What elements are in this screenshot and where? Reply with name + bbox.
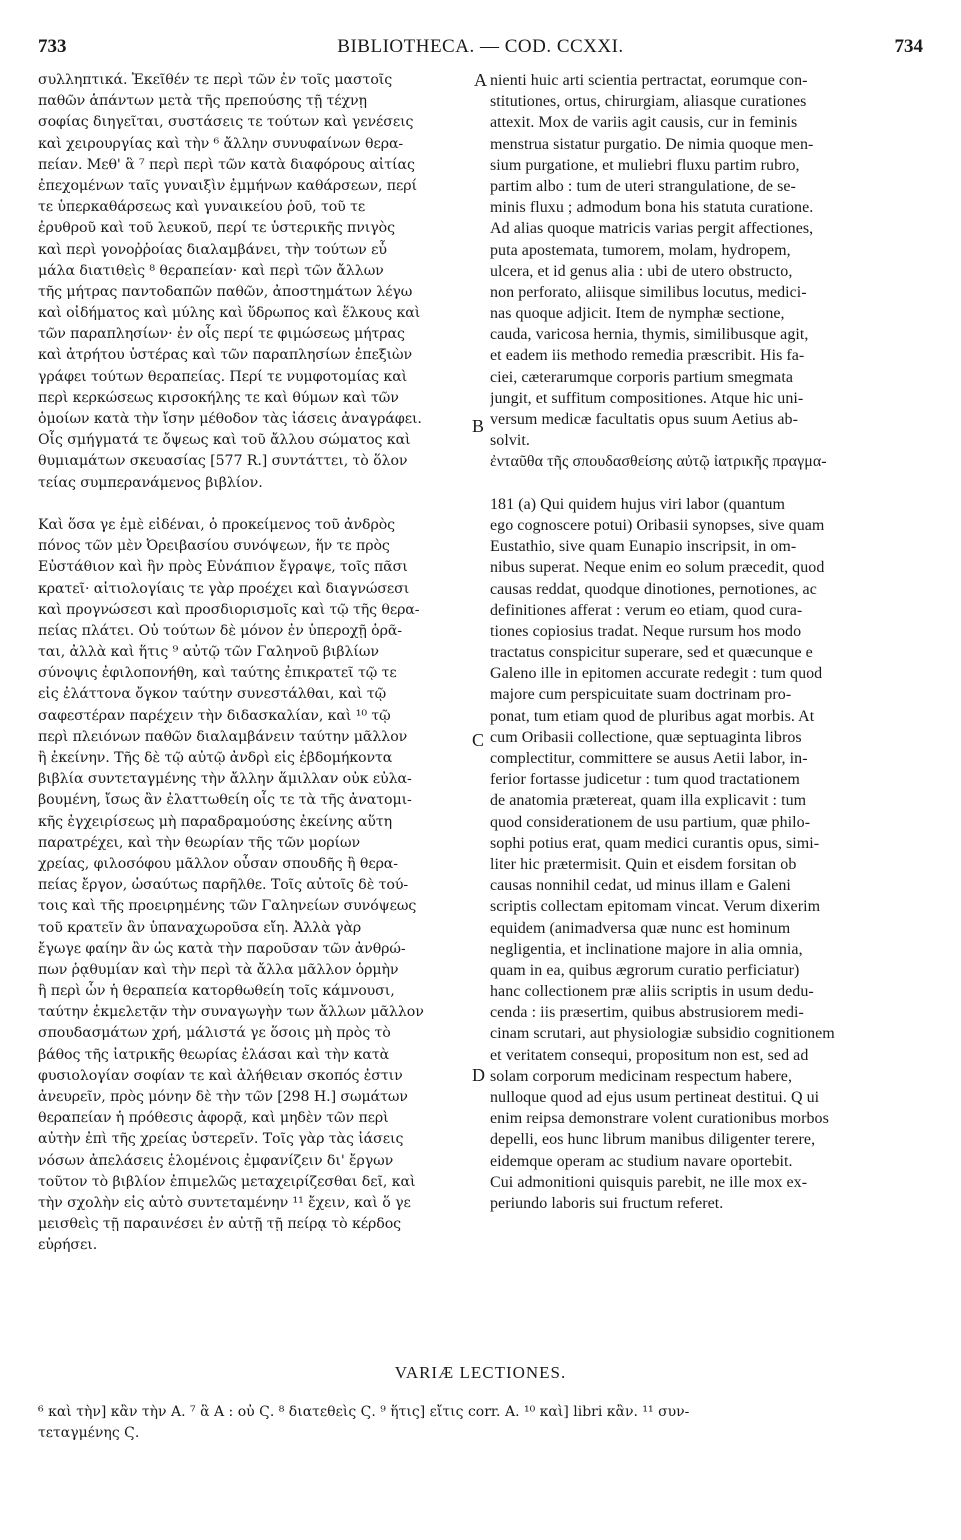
latin-text-line: cauda, varicosa hernia, thymis, similibusque agit, [490, 326, 809, 344]
latin-text-line: ferior fortasse judicetur : tum quod tractationem [490, 771, 800, 789]
greek-text-line: πείας ἔργον, ὡσαύτως παρῆλθε. Τοῖς αὐτοῖς δὲ τού- [38, 877, 409, 894]
latin-text-line: solvit. [490, 432, 530, 450]
greek-text-line: φυσιολογίαν σοφίαν τε καὶ ἀλήθειαν σκοπός ἐστιν [38, 1067, 403, 1084]
latin-text-line: partim albo : tum de uteri strangulatione, de se- [490, 177, 796, 195]
greek-text-line: ἐπεχομένων ταῖς γυναιξὶν ἐμμήνων καθάρσεων, περί [38, 177, 417, 194]
greek-text-line: σοφίας διηγεῖται, συστάσεις τε τούτων καὶ γενέσεις [38, 114, 414, 131]
greek-text-line: παρατρέχει, καὶ τὴν θεωρίαν τῆς τῶν μορίων [38, 834, 360, 851]
greek-text-line: σπουδασμάτων χρή, μάλιστά γε ὅσοις μὴ πρὸς τὸ [38, 1025, 391, 1042]
greek-text-line: βάθος τῆς ἰατρικῆς θεωρίας ἐλάσαι καὶ τὴν κατὰ [38, 1046, 390, 1063]
latin-text-line: nulloque quod ad ejus usum pertineat destitui. Q ui [490, 1089, 820, 1106]
greek-text-line: τῶν παραπλησίων· ἐν οἷς περί τε φιμώσεως μήτρας [38, 326, 405, 343]
greek-text-line: γράφει τούτων θεραπείας. Περί τε νυμφοτομίας καὶ [38, 368, 408, 385]
greek-text-line: Εὐστάθιον καὶ ἣν πρὸς Εὐνάπιον ἔγραψε, τοῖς πᾶσι [38, 559, 408, 576]
latin-text-line: definitiones afferat : verum eo etiam, quod cura- [490, 601, 803, 619]
greek-text-line: εἰς ἐλάττονα ὄγκον ταύτην συνεστάλθαι, καὶ τῷ [38, 686, 387, 703]
latin-text-line: Ad alias quoque matricis varias pergit affectiones, [490, 220, 814, 238]
greek-text-line: ται, ἀλλὰ καὶ ἥτις ⁹ αὐτῷ τῶν Γαληνοῦ βιβλίων [38, 644, 379, 661]
greek-text-line: τοῦ κρατεῖν ἂν ὑπαναχωροῦσα εἴη. Ἀλλὰ γὰρ [38, 919, 362, 936]
greek-text-line: τῆς μήτρας παντοδαπῶν παθῶν, ἀποστημάτων λέγω [38, 283, 413, 300]
latin-text-line: liter hic prætermisit. Quin et eisdem forsitan ob [490, 855, 797, 873]
latin-text-line: eidemque operam ac studium navare oportebit. [490, 1152, 793, 1170]
latin-text-line: ciei, cæterarumque corporis partium smegmata [490, 368, 793, 386]
latin-text-line: stitutiones, ortus, chirurgiam, aliasque curationes [490, 93, 807, 111]
greek-text-line: καὶ προγνώσεσι καὶ προσδιορισμοῖς καὶ τῷ τῆς θερα- [38, 601, 420, 618]
latin-text-line: nienti huic arti scientia pertractat, eorumque con- [490, 72, 808, 89]
greek-text-line: τε ὑπερκαθάρσεως καὶ γυναικείου ῥοῦ, τοῦ τε [38, 199, 366, 216]
page-number-left: 733 [38, 36, 67, 57]
greek-text-line: μεισθεὶς τῇ παραινέσει ἐν αὐτῇ τῇ πείρᾳ τὸ κέρδος [38, 1216, 401, 1233]
latin-text-line: ego cognoscere potui) Oribasii synopses, sive quam [490, 516, 825, 534]
greek-text-line: βιβλία συντεταγμένης τὴν ἄλλην ἅμιλλαν οὐκ εὐλα- [38, 771, 412, 788]
latin-text-line: jungit, et suffitum compositiones. Atque hic uni- [490, 389, 804, 407]
latin-text-line: ulcera, et id genus alia : ubi de utero obstructo, [490, 262, 793, 280]
greek-text-line: ταύτην ἐκμελετᾷν τὴν συναγωγὴν των ἄλλων μᾶλλον [38, 1004, 424, 1021]
latin-text-line: cenda : iis præsertim, quibus abstrusiorem medi- [490, 1004, 804, 1022]
greek-text-line: ἀνευρεῖν, πρὸς μόνην δὲ τὴν τῶν [298 H.] σωμάτων [38, 1089, 408, 1105]
latin-text-line: causas nonnihil cedat, ud minus illam e Galeni [490, 877, 791, 895]
greek-text-line: πείας πλάτει. Οὐ τούτων δὲ μόνον ἐν ὑπεροχῇ ὁρᾶ- [38, 622, 403, 639]
latin-text-line: cinam scrutari, aut physiologiæ subsidio cognitionem [490, 1025, 835, 1043]
latin-text-line: ἐνταῦθα τῆς σπουδασθείσης αὐτῷ ἰατρικῆς πραγμα- [490, 453, 827, 471]
greek-text-line: Οἷς σμήγματά τε ὄψεως καὶ τοῦ ἄλλου σώματος καὶ [38, 432, 411, 449]
greek-text-line: καὶ χειρουργίας καὶ τὴν ⁶ ἄλλην συνυφαίνων θερα- [38, 135, 404, 152]
greek-text-column [38, 70, 470, 1257]
latin-text-line: Cui admonitioni quisquis parebit, ne ille mox ex- [490, 1173, 808, 1191]
latin-text-line: et eadem iis methodo remedia præscribit. His fa- [490, 347, 805, 365]
latin-text-line: quod considerationem de usu partium, quæ philo- [490, 813, 811, 831]
latin-text-line: tractatus conspicitur superare, sed et quæcunque e [490, 644, 813, 662]
latin-text-line: depelli, eos hunc librum manibus diligenter terere, [490, 1131, 816, 1149]
latin-text-line: attexit. Mox de variis agit causis, cur in feminis [490, 114, 798, 132]
variant-reading-line: τεταγμένης Ϛ. [38, 1425, 140, 1441]
greek-text-line: ὁμοίων κατὰ τὴν ἴσην μέθοδον τὰς ἰάσεις ἀναγράφει. [38, 411, 422, 427]
greek-text-line: πείαν. Μεθ' ἃ ⁷ περὶ περὶ τῶν κατὰ διαφόρους αἰτίας [38, 156, 415, 173]
greek-text-line: μάλα διατιθεὶς ⁸ θεραπείαν· καὶ περὶ τῶν ἄλλων [38, 262, 384, 279]
latin-text-line: scriptis collectam epitomam vincat. Verum dixerim [490, 898, 821, 916]
latin-text-line: nas quoque adjicit. Item de nymphæ sectione, [490, 305, 785, 323]
latin-text-line: Galeno ille in epitomen accurate redegit : tum quod [490, 665, 823, 683]
latin-text-line: quam in ea, quibus ægrorum curatio perficiatur) [490, 961, 800, 979]
latin-text-line: hanc collectionem præ aliis scriptis in usum dedu- [490, 983, 814, 1001]
greek-text-line: περὶ πλειόνων παθῶν διαλαμβάνειν ταύτην μᾶλλον [38, 728, 408, 745]
latin-text-line: enim reipsa demonstrare volent curationibus morbos [490, 1110, 829, 1128]
running-title: BIBLIOTHECA. — COD. CCXXI. [337, 36, 624, 57]
latin-text-line: de anatomia prætereat, quam illa explicavit : tum [490, 792, 807, 810]
latin-text-line: minis fluxu ; admodum bona his statuta curatione. [490, 199, 814, 217]
greek-text-line: συλληπτικά. Ἐκεῖθέν τε περὶ τῶν ἐν τοῖς μαστοῖς [38, 72, 393, 88]
greek-text-line: τὴν σχολὴν εἰς αὐτὸ συντεταμένην ¹¹ ἔχειν, καὶ ὅ γε [38, 1194, 411, 1211]
greek-text-line: παθῶν ἁπάντων μετὰ τῆς πρεπούσης τῇ τέχνῃ [38, 93, 367, 110]
greek-text-line: καὶ ἀτρήτου ὑστέρας καὶ τῶν παραπλησίων ἐπεξιὼν [38, 347, 413, 364]
latin-text-line: menstrua sistatur purgatio. De nimia quoque men- [490, 135, 814, 153]
running-header [38, 36, 923, 62]
latin-text-line: tiones copiosius tradat. Neque rursum hos modo [490, 622, 802, 640]
greek-text-line: περὶ κερκώσεως κιρσοκήλης τε καὶ θύμων καὶ τῶν [38, 389, 399, 406]
margin-letter-b: B [472, 416, 485, 436]
latin-text-line: Eustathio, sive quam Eunapio inscripsit, in om- [490, 538, 797, 556]
greek-text-line: ἐρυθροῦ καὶ τοῦ λευκοῦ, περί τε ὑστερικῆς πνιγὸς [38, 220, 395, 237]
latin-text-column [490, 70, 922, 1214]
margin-letter-a: A [474, 70, 487, 90]
greek-text-line: βουμένη, ἴσως ἂν ἐλαττωθείη οἷς τε τὰ τῆς ἀνατομι- [38, 792, 412, 809]
latin-text-line: complectitur, committere se ausus Aetii labor, in- [490, 750, 808, 767]
latin-text-line: ponat, tum etiam quod de pluribus agat morbis. At [490, 707, 815, 725]
greek-text-line: θεραπείαν ἡ πρόθεσις ἀφορᾷ, καὶ μηδὲν τῶν περὶ [38, 1110, 389, 1127]
latin-text-line: versum medicæ facultatis opus suum Aetius ab- [490, 411, 798, 428]
latin-text-line: causas reddat, quodque dinotiones, pernotiones, ac [490, 580, 817, 598]
latin-text-line: periundo laboris sui fructum referet. [490, 1194, 724, 1212]
greek-text-line: εὑρήσει. [38, 1237, 98, 1254]
latin-text-line: solam corporum medicinam respectum habere, [490, 1067, 792, 1085]
greek-text-line: θυμιαμάτων σκευασίας [577 R.] συντάττει, τὸ ὅλον [38, 453, 408, 470]
latin-text-line: nibus superat. Neque enim eo solum præcedit, quod [490, 559, 825, 577]
latin-text-line: sium purgatione, et muliebri fluxu partim rubro, [490, 156, 800, 174]
greek-text-line: ἢ περὶ ὧν ἡ θεραπεία κατορθωθείη τοῖς κάμνουσι, [38, 983, 395, 1000]
latin-text-line: negligentia, et inclinatione majore in alia omnia, [490, 940, 803, 958]
greek-text-line: ἢ ἐκείνην. Τῆς δὲ τῷ αὐτῷ ἀνδρὶ εἰς ἑβδομήκοντα [38, 750, 393, 766]
latin-text-line: puta apostemata, tumorem, molam, hydropem, [490, 241, 791, 259]
page-number-right: 734 [894, 36, 923, 57]
greek-text-line: τοῦτον τὸ βιβλίον ἐπιμελῶς μεταχειρίζεσθαι δεῖ, καὶ [38, 1173, 416, 1190]
latin-text-line: cum Oribasii collectione, quæ septuaginta libros [490, 728, 802, 746]
greek-text-line: σύνοψις ἐφιλοπονήθη, καὶ ταύτης ἐπικρατεῖ τῷ τε [38, 665, 397, 682]
greek-text-line: τοις καὶ τῆς προειρημένης τῶν Γαληνείων συνόψεως [38, 898, 417, 915]
greek-text-line: κῆς ἐγχειρίσεως μὴ παραδραμούσης ἐκείνης αὕτη [38, 813, 392, 830]
greek-text-line: Καὶ ὅσα γε ἐμὲ εἰδέναι, ὁ προκείμενος τοῦ ἀνδρὸς [38, 516, 395, 533]
greek-text-line: κρατεῖ· αἰτιολογίαις τε γὰρ προέχει καὶ διαγνώσεσι [38, 580, 410, 597]
greek-text-line: ἔγωγε φαίην ἂν ὡς κατὰ τὴν παροῦσαν τῶν ἀνθρώ- [38, 940, 406, 957]
latin-text-line: majore cum perspicuitate suam doctrinam pro- [490, 686, 792, 704]
variant-readings [38, 1402, 928, 1444]
margin-letter-d: D [472, 1065, 485, 1085]
greek-text-line: σαφεστέραν παρέχειν τὴν διδασκαλίαν, καὶ ¹⁰ τῷ [38, 707, 391, 724]
latin-text-line: equidem (animadversa quæ nunc est hominum [490, 919, 791, 937]
latin-text-line: non perforato, aliisque similibus locutus, medici- [490, 283, 807, 301]
greek-text-line: πων ῥᾳθυμίαν καὶ τὴν περὶ τὰ ἄλλα μᾶλλον ὁρμὴν [38, 961, 399, 978]
greek-text-line: πόνος τῶν μὲν Ὀρειβασίου συνόψεων, ἥν τε πρὸς [38, 538, 390, 555]
greek-text-line [38, 494, 470, 515]
variant-reading-line: ⁶ καὶ τὴν] κἂν τὴν A. ⁷ ἃ A : οὐ Ϛ. ⁸ διατεθεὶς Ϛ. ⁹ ἥτις] εἴτις corr. A. ¹⁰ καὶ] libri κἂν. ¹¹ συν- [38, 1404, 690, 1420]
greek-text-line: καὶ περὶ γονοῤῥοίας διαλαμβάνει, τὴν τούτων εὖ [38, 241, 387, 258]
margin-letter-c: C [472, 730, 485, 750]
greek-text-line: αὐτὴν ἐπὶ τῆς χρείας ὑστερεῖν. Τοῖς γὰρ τὰς ἰάσεις [38, 1131, 404, 1148]
greek-text-line: χρείας, φιλοσόφου μᾶλλον οὖσαν σπουδῆς ἢ θερα- [38, 855, 398, 872]
greek-text-line: νόσων ἀπελάσεις ἑλομένοις ἐμφανίζειν δι' ἔργων [38, 1152, 394, 1169]
latin-text-line: 181 (a) Qui quidem hujus viri labor (quantum [490, 495, 786, 513]
greek-text-line: τείας συμπερανάμενος βιβλίον. [38, 474, 263, 491]
latin-text-line [490, 473, 922, 494]
greek-text-line: καὶ οἰδήματος καὶ μύλης καὶ ὕδρωπος καὶ ἕλκους καὶ [38, 305, 421, 322]
latin-text-line: et veritatem consequi, propositum non est, sed ad [490, 1046, 809, 1064]
variae-lectiones-heading: VARIÆ LECTIONES. [394, 1363, 567, 1382]
latin-text-line: sophi potius erat, quam medici curantis opus, simi- [490, 834, 820, 852]
